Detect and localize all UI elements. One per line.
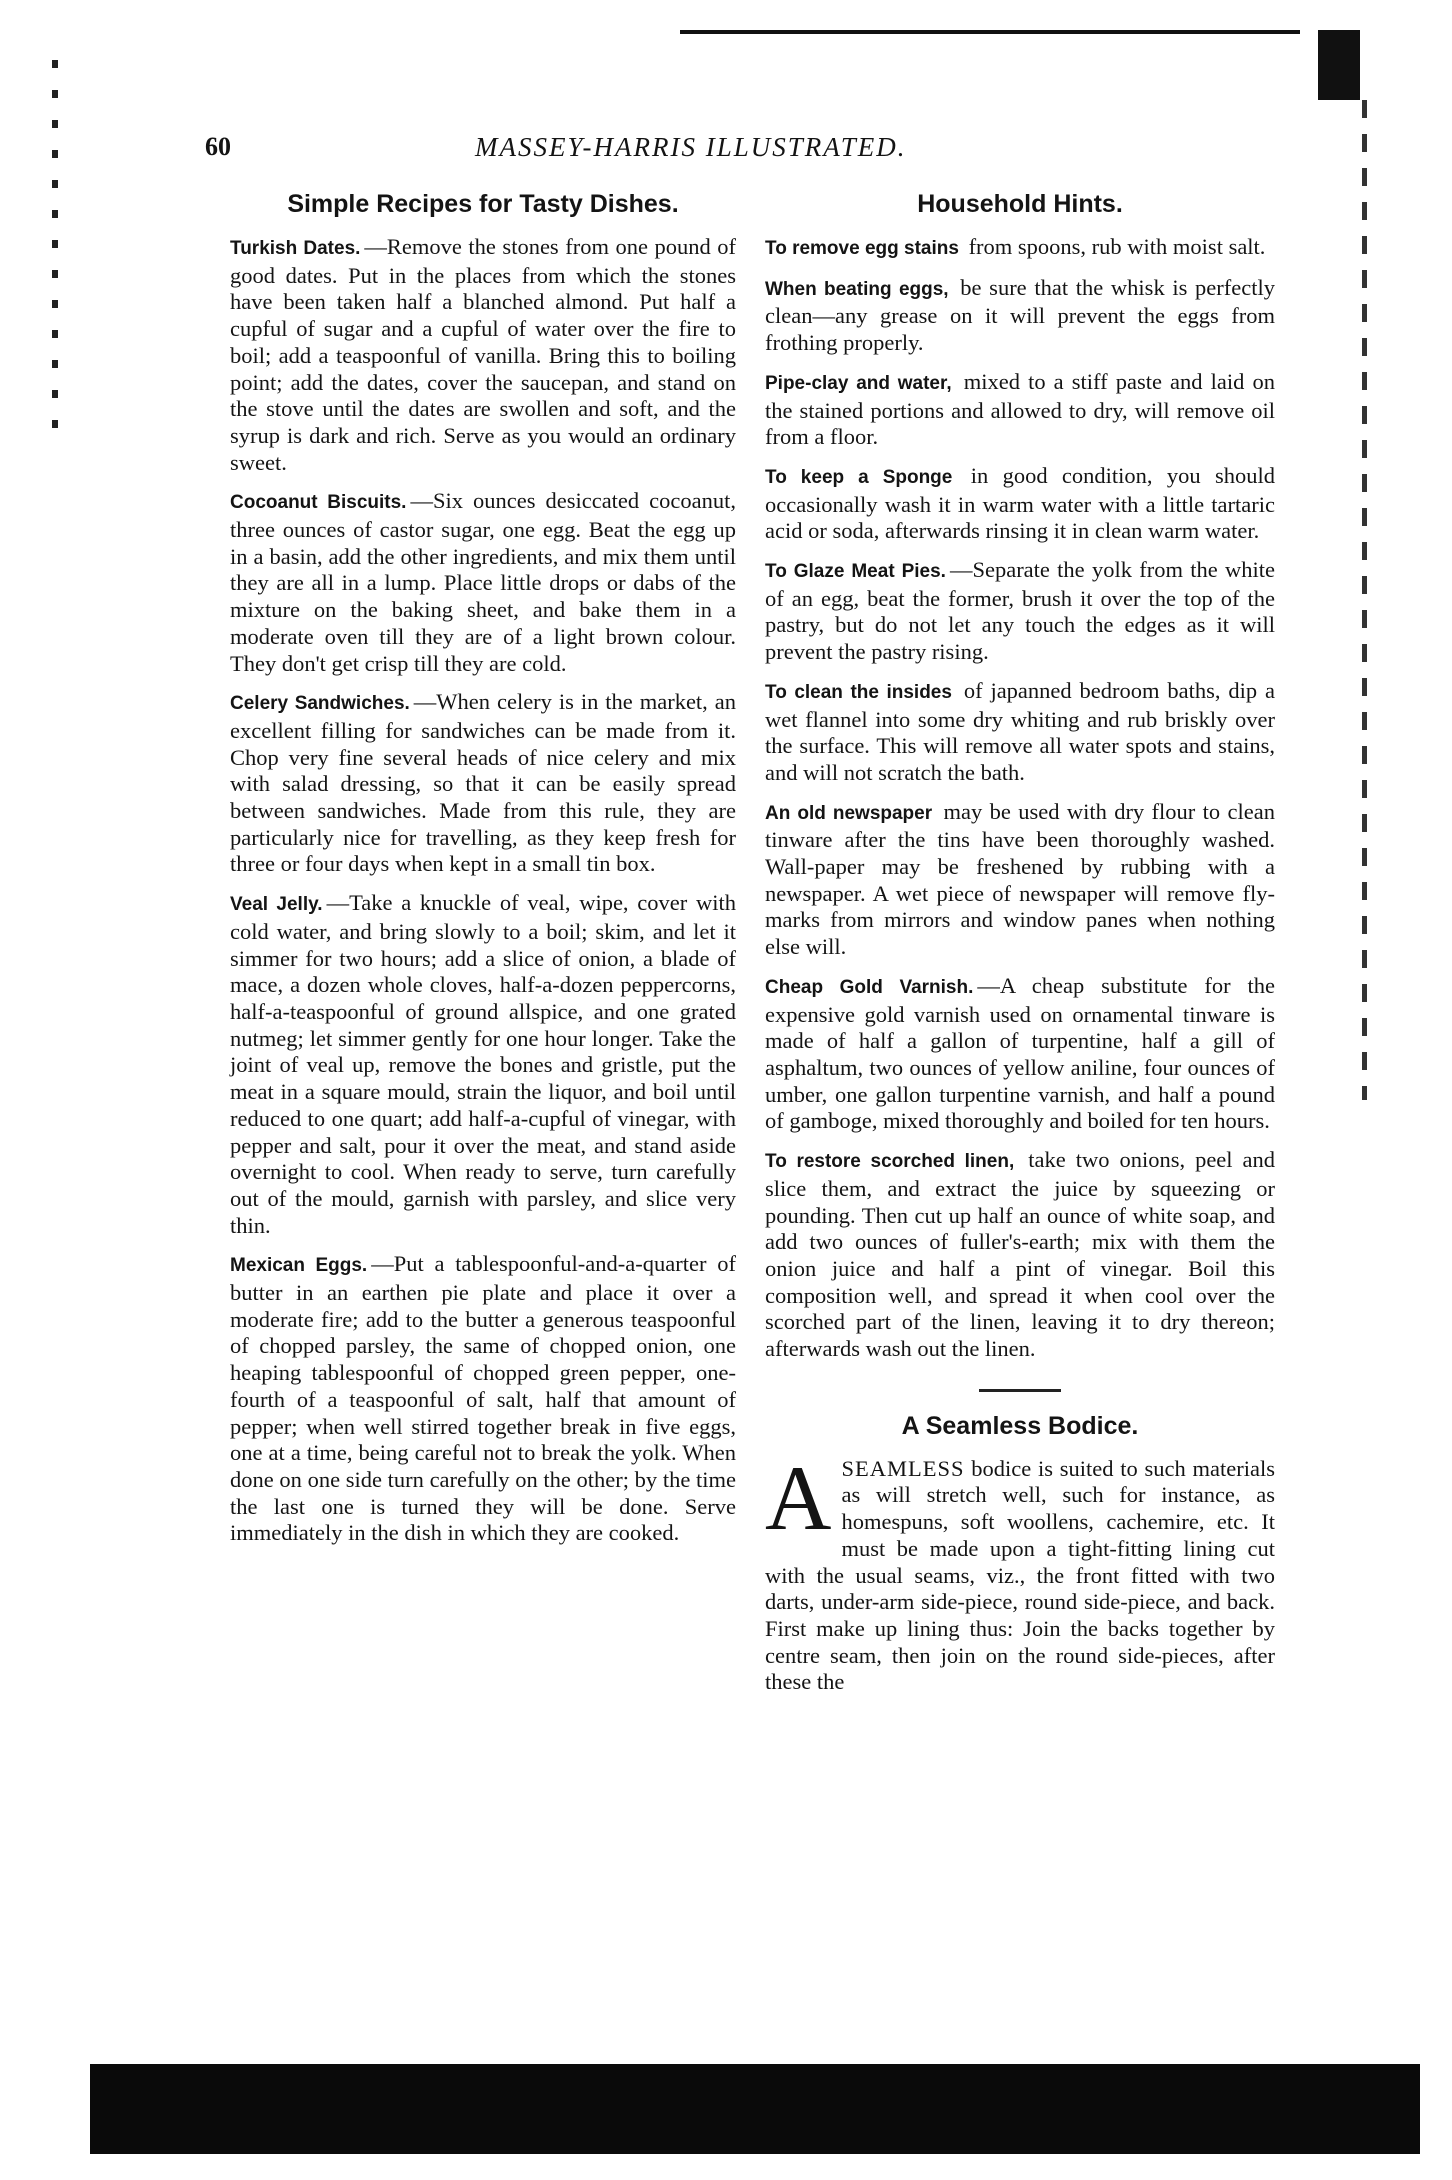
recipe-veal-jelly [230, 890, 736, 1239]
recipe-title: Veal Jelly. [230, 894, 323, 916]
recipe-title: Cocoanut Biscuits. [230, 492, 407, 514]
scan-top-line [680, 30, 1300, 34]
recipe-text: —Remove the stones from one pound of good dates. Put in the places from which the stones have been taken half a blanched almond. Put half a cupful of sugar and a cupful of water over the fire to boil; add a teaspoonful of vanilla. Bring this to boiling point; add the dates, cover the saucepan, and stand on the stove until the dates are swollen and soft, and the syrup is dark and rich. Serve as you would an ordinary sweet. [230, 234, 736, 475]
hint-text: of japanned bedroom baths, dip a wet flannel into some dry whiting and rub briskly over the surface. This will remove all water spots and stains, and will not scratch the bath. [765, 677, 1275, 785]
recipe-cocoanut-biscuits [230, 488, 736, 677]
hint-title: When beating eggs, [765, 278, 949, 300]
recipe-text: —Take a knuckle of veal, wipe, cover with cold water, and bring slowly to a boil; skim, and let it simmer for two hours; add a slice of onion, a blade of mace, a dozen whole cloves, half-a-dozen peppercorns, half-a-teaspoonful of ground allspice, and one grated nutmeg; let simmer gently for one hour longer. Take the joint of veal up, remove the bones and gristle, put the meat in a square mould, strain the liquor, and boil until reduced to one quart; add half-a-cupful of vinegar, with pepper and salt, pour it over the meat, and stand aside overnight to cool. When ready to serve, turn carefully out of the mould, garnish with parsley, and slice very thin. [230, 890, 736, 1238]
hint-text: take two onions, peel and slice them, and extract the juice by squeezing or pounding. Then cut up half an ounce of white soap, and add two ounces of fuller's-earth; mix with them the onion juice and half a pint of vinegar. Boil this composition well, and spread it when cool over the scorched part of the linen, leaving it to dry thereon; afterwards wash out the linen. [765, 1147, 1276, 1362]
hint-gold-varnish [765, 973, 1275, 1135]
hint-text: be sure that the whisk is perfectly clean—any grease on it will prevent the eggs from frothing properly. [765, 274, 1276, 356]
recipes-heading: Simple Recipes for Tasty Dishes. [287, 190, 679, 218]
article-opening-caps: SEAMLESS [841, 1455, 965, 1481]
recipe-text: —Six ounces desiccated cocoanut, three ounces of castor sugar, one egg. Beat the egg up in a basin, add the other ingredients, and mix them until they are all in a lump. Place little drops or dabs of the mixture on the baking sheet, and bake them in a moderate oven till they are of a light brown colour. They don't get crisp till they are cold. [230, 488, 737, 676]
recipe-celery-sandwiches [230, 689, 736, 878]
hint-pipe-clay [765, 369, 1275, 451]
hint-meat-pies [765, 557, 1275, 666]
section-divider [979, 1389, 1061, 1392]
recipe-title: Mexican Eggs. [230, 1255, 368, 1277]
hint-title: Pipe-clay and water, [765, 372, 952, 394]
running-head [205, 128, 1275, 168]
hint-title: To clean the insides [765, 681, 952, 703]
hint-text: from spoons, rub with moist salt. [968, 234, 1266, 259]
hint-title: To remove egg stains [765, 238, 959, 259]
right-column [765, 188, 1275, 1708]
hint-title: To restore scorched linen, [765, 1151, 1015, 1173]
hint-egg-stains [765, 234, 1275, 263]
left-column [230, 188, 736, 1559]
scan-top-corner [1318, 30, 1360, 100]
article-text: bodice is suited to such materials as will stretch well, such for instance, as homespuns, soft woollens, cachemire, etc. It must be made upon a tight-fitting lining cut with the usual seams, viz., the front fitted with two darts, under-arm side-piece, round side-piece, and back. First make up lining thus: Join the backs together by centre seam, then join on the round side-pieces, after these the [765, 1455, 1275, 1695]
page-number: 60 [205, 132, 231, 161]
hint-title: To Glaze Meat Pies. [765, 561, 946, 583]
hint-scorched-linen [765, 1147, 1275, 1363]
recipe-title: Celery Sandwiches. [230, 693, 410, 715]
hint-title: An old newspaper [765, 802, 933, 824]
running-title: MASSEY-HARRIS ILLUSTRATED. [475, 132, 907, 162]
drop-cap: A [765, 1446, 832, 1549]
hints-heading: Household Hints. [917, 190, 1123, 218]
hint-sponge [765, 463, 1275, 545]
recipe-turkish-dates [230, 234, 736, 476]
hint-japanned-baths [765, 678, 1275, 787]
scan-bottom-bar [90, 2064, 1420, 2154]
scan-left-marks [52, 60, 58, 440]
hint-title: To keep a Sponge [765, 466, 953, 488]
hint-text: in good condition, you should occasionally wash it in warm water with a little tartaric acid or soda, afterwards rinsing it in clean warm water. [765, 462, 1275, 544]
hint-text: —Separate the yolk from the white of an egg, beat the former, brush it over the top of the pastry, but do not let any touch the edges as it will prevent the pastry rising. [765, 557, 1276, 665]
scan-left-margin [0, 40, 56, 2120]
hint-text: may be used with dry flour to clean tinware after the tins have been thoroughly washed. Wall-paper may be freshened by rubbing with a newspaper. A wet piece of newspaper will remove fly-marks from mirrors and window panes when nothing else will. [765, 798, 1275, 960]
scan-right-edge [1362, 100, 1367, 1100]
hint-beating-eggs [765, 275, 1275, 357]
recipe-mexican-eggs [230, 1251, 736, 1547]
hint-text: —A cheap substitute for the expensive gold varnish used on ornamental tinware is made of half a gallon of turpentine, half a gill of asphaltum, two ounces of yellow aniline, four ounces of umber, one gallon turpentine varnish, and half a pound of gamboge, mixed thoroughly and boiled for ten hours. [765, 972, 1275, 1134]
recipe-title: Turkish Dates. [230, 238, 361, 259]
recipe-text: —Put a tablespoonful-and-a-quarter of butter in an earthen pie plate and place it over a moderate fire; add to the butter a generous teaspoonful of chopped parsley, the same of chopped onion, one heaping tablespoonful of chopped green pepper, one-fourth of a teaspoonful of salt, half that amount of pepper; when well stirred together break in five eggs, one at a time, being careful not to break the yolk. When done on one side turn carefully on the other; by the time the last one is turned they will be done. Serve immediately in the dish in which they are cooked. [230, 1251, 736, 1546]
article-heading: A Seamless Bodice. [901, 1411, 1139, 1440]
hint-newspaper [765, 799, 1275, 961]
hint-text: mixed to a stiff paste and laid on the stained portions and allowed to dry, will remove oil from a floor. [765, 368, 1275, 450]
recipe-text: —When celery is in the market, an excellent filling for sandwiches can be made from it. Chop very fine several heads of nice celery and mix with salad dressing, so that it can be easily spread between sandwiches. Made from this rule, they are particularly nice for travelling, as they keep fresh for three or four days when kept in a small tin box. [230, 689, 736, 877]
hint-title: Cheap Gold Varnish. [765, 976, 974, 998]
page [205, 128, 1305, 2058]
article-body [765, 1446, 1275, 1696]
